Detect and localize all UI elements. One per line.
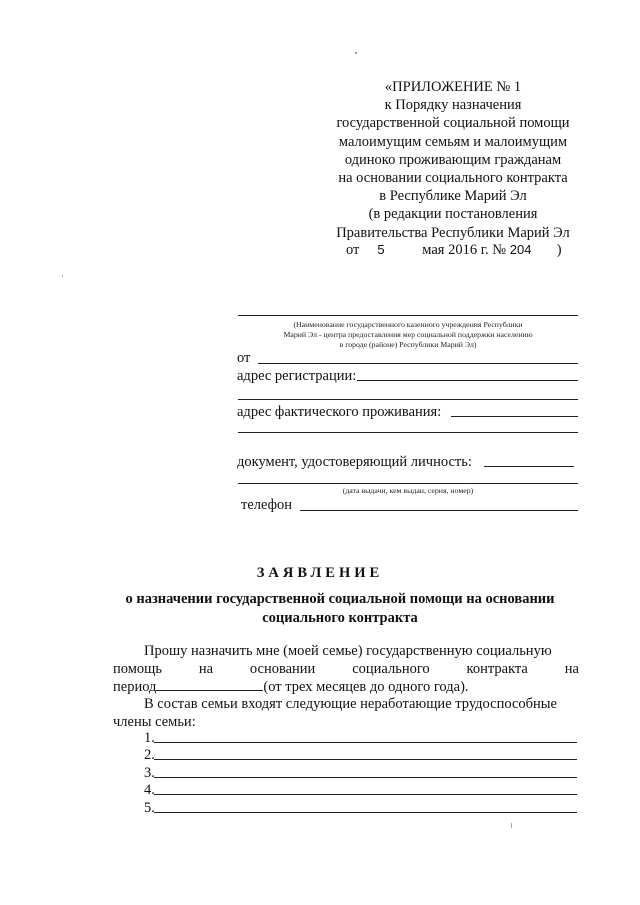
appendix-line: малоимущим семьям и малоимущим	[338, 133, 568, 150]
id-document-label: документ, удостоверяющий личность:	[237, 454, 472, 470]
word: основании	[249, 661, 316, 677]
recipient-line[interactable]	[238, 315, 578, 316]
recipient-caption-line: Марий Эл - центра предоставления мер социальной поддержки населению	[283, 330, 533, 340]
member-row	[144, 747, 155, 764]
date-month-year: мая 2016 г. №	[422, 242, 507, 258]
appendix-line: (в редакции постановления	[368, 206, 538, 223]
id-document-field-2[interactable]	[238, 483, 578, 484]
word: на	[564, 661, 579, 677]
paragraph-request	[113, 642, 579, 696]
actual-address-field[interactable]	[451, 416, 578, 417]
period-note: (от трех месяцев до одного года).	[263, 679, 469, 695]
period-field[interactable]	[156, 678, 263, 691]
date-day: 5	[377, 242, 385, 257]
appendix-line: Правительства Республики Марий Эл	[336, 224, 570, 241]
member-row	[144, 765, 155, 782]
reg-address-label: адрес регистрации:	[237, 368, 357, 384]
paragraph-line-justified	[113, 660, 579, 678]
subtitle-line: о назначении государственной социальной помощи на основании	[125, 591, 555, 607]
member-number: 5.	[144, 800, 155, 816]
from-label: от	[237, 350, 251, 366]
statement-title: ЗАЯВЛЕНИЕ	[256, 565, 384, 581]
statement-subtitle	[90, 590, 590, 627]
recipient-caption-line: в городе (районе) Республики Марий Эл)	[339, 340, 477, 350]
member-number: 4.	[144, 782, 155, 798]
appendix-line: «ПРИЛОЖЕНИЕ № 1	[384, 79, 522, 95]
actual-address-field-2[interactable]	[238, 432, 578, 433]
date-prefix: от	[346, 242, 360, 258]
paragraph-line: В состав семьи входят следующие неработающие трудоспособные	[144, 696, 557, 712]
scan-speck	[355, 52, 357, 54]
member-row	[144, 730, 155, 747]
member-field-5[interactable]	[154, 812, 577, 813]
appendix-line: в Республике Марий Эл	[379, 188, 527, 205]
word: социального	[352, 661, 430, 677]
period-line	[113, 678, 579, 696]
member-field-1[interactable]	[154, 742, 577, 743]
from-field[interactable]	[258, 363, 578, 364]
word: помощь	[113, 661, 162, 677]
paragraph-members	[113, 695, 579, 731]
word: на	[198, 661, 214, 677]
appendix-line: государственной социальной помощи	[336, 115, 570, 132]
recipient-caption	[238, 320, 578, 351]
scan-speck	[511, 823, 512, 828]
word: контракта	[466, 661, 528, 677]
resolution-date	[346, 241, 562, 259]
member-field-3[interactable]	[154, 777, 577, 778]
scan-speck	[62, 275, 63, 277]
appendix-header	[318, 78, 588, 242]
period-label: период	[113, 679, 157, 695]
actual-address-label: адрес фактического проживания:	[237, 404, 442, 420]
member-number: 1.	[144, 730, 155, 746]
date-number: 204	[509, 242, 532, 257]
phone-field[interactable]	[300, 510, 578, 511]
member-field-2[interactable]	[154, 759, 577, 760]
member-number: 3.	[144, 765, 155, 781]
paragraph-line: Прошу назначить мне (моей семье) государственную социальную	[144, 643, 552, 659]
appendix-line: одиноко проживающим гражданам	[344, 151, 562, 168]
member-field-4[interactable]	[154, 794, 577, 795]
member-row	[144, 782, 155, 799]
member-number: 2.	[144, 747, 155, 763]
id-document-caption: (дата выдачи, кем выдан, серия, номер)	[342, 486, 474, 495]
paragraph-line: члены семьи:	[113, 714, 196, 730]
appendix-line: к Порядку назначения	[384, 97, 522, 114]
recipient-caption-line: (Наименование государственного казенного учреждения Республики	[293, 320, 523, 329]
reg-address-field[interactable]	[357, 380, 578, 381]
reg-address-field-2[interactable]	[238, 399, 578, 400]
id-document-field[interactable]	[484, 466, 574, 467]
phone-label: телефон	[241, 497, 293, 513]
appendix-line: на основании социального контракта	[338, 170, 568, 187]
subtitle-line: социального контракта	[262, 609, 418, 626]
date-close: )	[556, 242, 562, 258]
member-row	[144, 800, 155, 817]
